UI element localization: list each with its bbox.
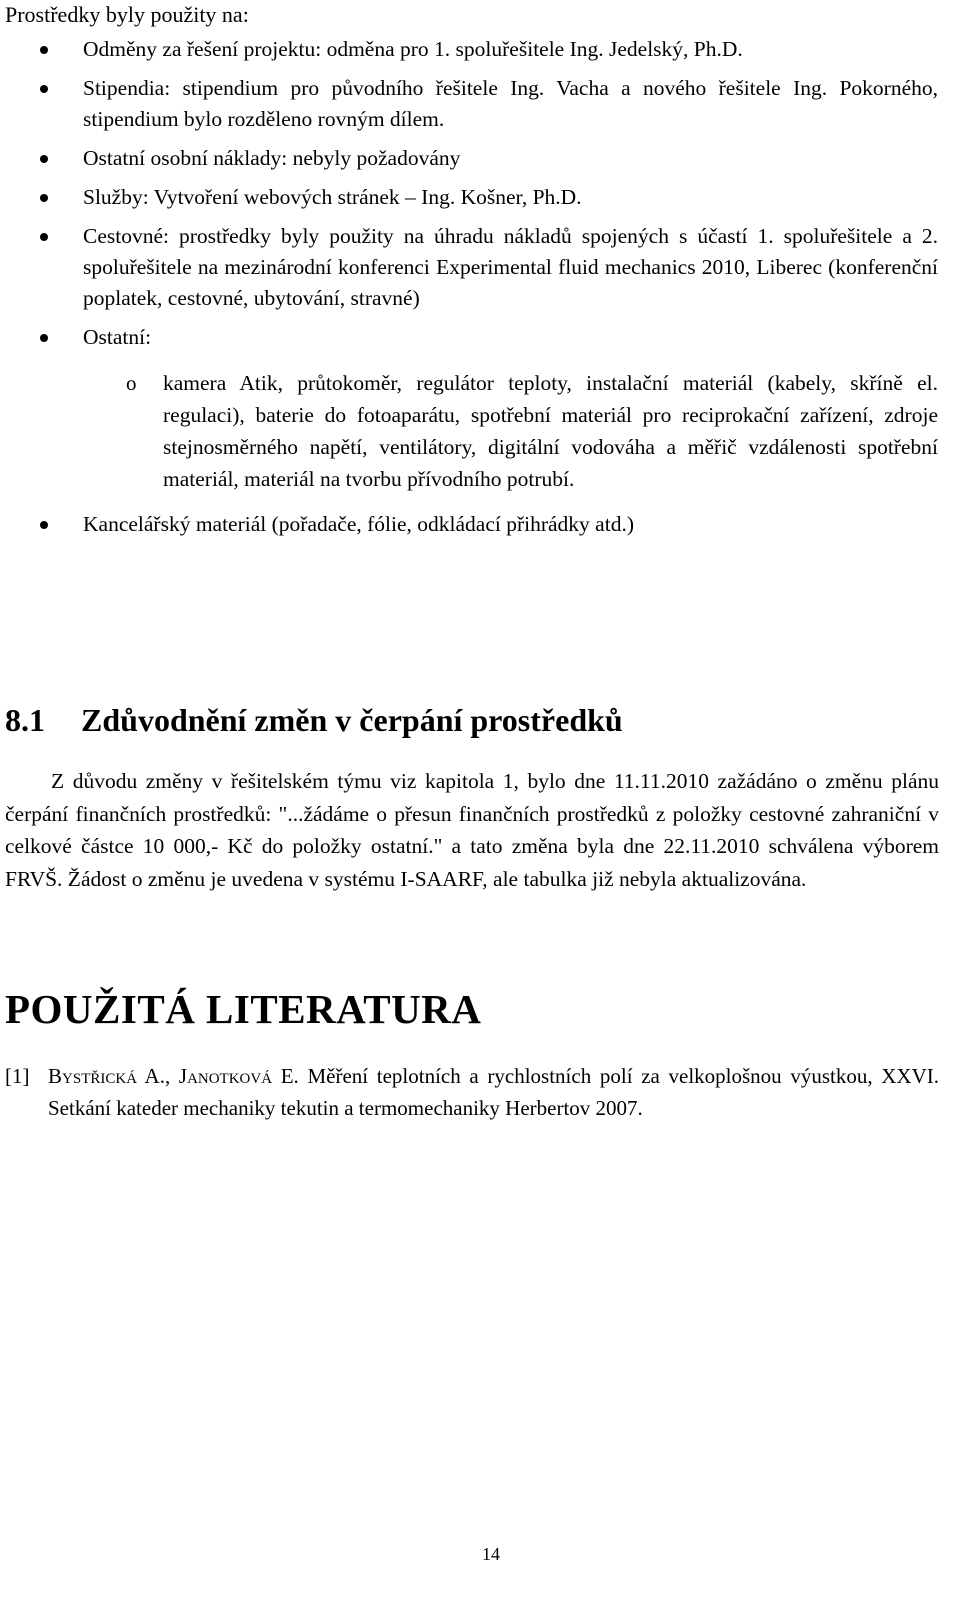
list-item-text: Cestovné: prostředky byly použity na úhradu nákladů spojených s účastí 1. spoluřešitele a 2. spoluřešitele na mezinárodní konferenci Experimental fluid mechanics 2010, Liberec (konferenční poplatek, cestovné, ubytování, stravné)	[83, 224, 938, 310]
reference-item	[5, 1062, 939, 1123]
bullet-icon	[40, 155, 48, 163]
list-item	[0, 182, 960, 213]
author2-suffix: E.	[272, 1064, 308, 1088]
bullet-icon	[40, 194, 48, 202]
section-title: Zdůvodnění změn v čerpání prostředků	[81, 702, 623, 738]
bullet-icon	[40, 334, 48, 342]
bullet-icon	[40, 521, 48, 529]
list-item-text: Ostatní:	[83, 325, 152, 349]
bullet-icon	[40, 46, 48, 54]
list-item	[0, 143, 960, 174]
funding-list	[0, 34, 960, 548]
list-item-text: Ostatní osobní náklady: nebyly požadovány	[83, 146, 461, 170]
list-item	[0, 221, 960, 314]
sub-list	[83, 367, 938, 495]
list-item-text: Kancelářský materiál (pořadače, fólie, odkládací přihrádky atd.)	[83, 512, 634, 536]
bullet-icon	[40, 233, 48, 241]
author1-initial: B	[48, 1064, 63, 1088]
sub-list-item	[83, 367, 938, 495]
list-item	[0, 73, 960, 135]
author1-suffix: A.,	[137, 1064, 179, 1088]
author2-initial: J	[178, 1064, 188, 1088]
page-number: 14	[482, 1544, 500, 1564]
reference-text: Měření teplotních a rychlostních polí za velkoplošnou výustkou, XXVI. Setkání kateder mechaniky tekutin a termomechaniky Herbertov 2007.	[48, 1064, 939, 1120]
section-heading	[5, 700, 623, 740]
list-item-text: Stipendia: stipendium pro původního řešitele Ing. Vacha a nového řešitele Ing. Pokorného, stipendium bylo rozděleno rovným dílem.	[83, 76, 938, 131]
author2-surname: ANOTKOVÁ	[187, 1071, 273, 1087]
author1-surname: YSTŘICKÁ	[62, 1071, 138, 1087]
bullet-icon	[40, 85, 48, 93]
list-item	[0, 34, 960, 65]
literature-heading: POUŽITÁ LITERATURA	[5, 986, 482, 1032]
circle-bullet-icon: o	[126, 371, 137, 395]
list-item	[0, 509, 960, 540]
list-item	[0, 322, 960, 495]
intro-text: Prostředky byly použity na:	[5, 2, 249, 27]
sub-list-item-text: kamera Atik, průtokoměr, regulátor teploty, instalační materiál (kabely, skříně el. regulaci), baterie do fotoaparátu, spotřební materiál pro reciprokační zařízení, zdroje stejnosměrného napětí, ventilátory, digitální vodováha a měřič vzdálenosti spotřební materiál, materiál na tvorbu přívodního potrubí.	[163, 371, 938, 491]
section-number: 8.1	[5, 702, 45, 738]
reference-number: [1]	[5, 1064, 30, 1088]
list-item-text: Odměny za řešení projektu: odměna pro 1. spoluřešitele Ing. Jedelský, Ph.D.	[83, 37, 743, 61]
body-paragraph: Z důvodu změny v řešitelském týmu viz kapitola 1, bylo dne 11.11.2010 zažádáno o změnu plánu čerpání finančních prostředků: "...žádáme o přesun finančních prostředků z položky cestovné zahraniční v celkové částce 10 000,- Kč do položky ostatní." a tato změna byla dne 22.11.2010 schválena výborem FRVŠ. Žádost o změnu je uvedena v systému I-SAARF, ale tabulka již nebyla aktualizována.	[5, 769, 939, 891]
list-item-text: Služby: Vytvoření webových stránek – Ing. Košner, Ph.D.	[83, 185, 582, 209]
